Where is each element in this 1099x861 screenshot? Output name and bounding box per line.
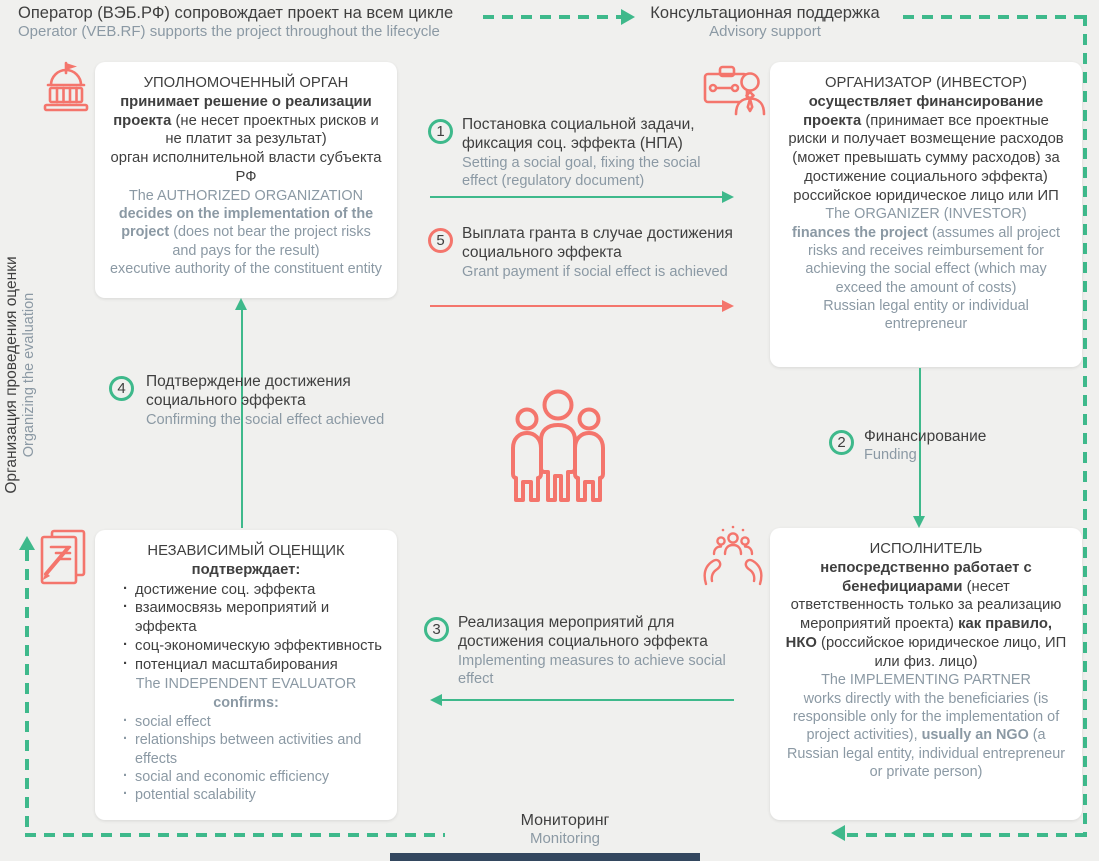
- advisory-header: [640, 4, 890, 40]
- advisory-arrowhead-icon: [621, 9, 635, 25]
- list-item: · достижение соц. эффекта: [121, 581, 383, 600]
- evaluator-en-bold: confirms:: [213, 694, 279, 711]
- operator-title-en: Operator (VEB.RF) supports the project throughout the lifecycle: [18, 23, 440, 40]
- list-item: · соц-экономическую эффективность: [121, 637, 383, 656]
- advisory-title-en: Advisory support: [709, 23, 821, 40]
- beneficiaries-group-icon: [510, 386, 606, 502]
- organizer-en-line2: Russian legal entity or individual entrepreneur: [823, 297, 1029, 333]
- authorized-en-reg: (does not bear the project risks and pays for the result): [172, 224, 371, 259]
- list-item: · потенциал масштабирования: [121, 656, 383, 675]
- right-dashed-line: [1083, 15, 1087, 837]
- operator-header: [18, 4, 468, 40]
- monitoring-arrowhead-icon: [831, 825, 845, 841]
- list-item: · social effect: [121, 713, 383, 731]
- evaluator-ru-bullets: [109, 581, 383, 675]
- list-item: · potential scalability: [121, 786, 383, 804]
- organizer-en-title: The ORGANIZER (INVESTOR): [825, 206, 1027, 223]
- implementer-en-title: The IMPLEMENTING PARTNER: [821, 672, 1031, 689]
- operator-title-ru: Оператор (ВЭБ.РФ) сопровождает проект на всем цикле: [18, 4, 454, 22]
- step2-label: [864, 427, 1064, 465]
- briefcase-person-icon: [702, 62, 768, 116]
- implementer-title: ИСПОЛНИТЕЛЬ: [869, 541, 983, 557]
- evaluator-title: НЕЗАВИСИМЫЙ ОЦЕНЩИК: [147, 543, 345, 559]
- organizer-investor-card: [770, 62, 1082, 367]
- bottom-bar: [390, 853, 700, 861]
- advisory-dashed-line-left: [483, 15, 621, 19]
- step2-en: Funding: [864, 447, 917, 464]
- step4-ru: Подтверждение достижения социального эффекта: [146, 373, 351, 410]
- step3-label: [458, 613, 744, 688]
- step5-number-badge: 5: [428, 228, 453, 253]
- implementer-ru-reg2: (российское юридическое лицо, ИП или физ. лицо): [821, 634, 1067, 670]
- step3-en: Implementing measures to achieve social effect: [458, 652, 726, 687]
- organizer-en-reg: (assumes all project risks and receives reimbursement for achieving the social effect (which may exceed the amount of costs): [805, 224, 1060, 296]
- implementer-card: [770, 528, 1082, 820]
- monitoring-en: Monitoring: [529, 830, 601, 847]
- organizer-en-bold: finances the project: [792, 224, 932, 241]
- step3-ru: Реализация мероприятий для достижения социального эффекта: [458, 614, 708, 651]
- step2-number-badge: 2: [829, 430, 854, 455]
- organizer-ru-line2: российское юридическое лицо или ИП: [793, 187, 1059, 204]
- step1-en: Setting a social goal, fixing the social effect (regulatory document): [462, 154, 701, 189]
- step5-en: Grant payment if social effect is achieved: [462, 263, 728, 280]
- document-pencil-icon: [32, 528, 96, 588]
- step5-ru: Выплата гранта в случае достижения социального эффекта: [462, 225, 733, 262]
- step1-arrowhead-icon: [722, 191, 734, 203]
- authorized-en-title: The AUTHORIZED ORGANIZATION: [128, 187, 363, 204]
- authorized-en-line2: executive authority of the constituent entity: [110, 260, 382, 277]
- organizer-ru-bold: осуществляет финансирование проекта: [803, 93, 1044, 129]
- step2-ru: Финансирование: [864, 428, 987, 445]
- implementer-en-bold: usually an NGO: [921, 727, 1033, 744]
- authorized-organization-card: [95, 62, 397, 298]
- step1-number-badge: 1: [428, 119, 453, 144]
- step4-label: [146, 372, 386, 429]
- bank-icon: [38, 60, 94, 112]
- independent-evaluator-card: [95, 530, 397, 820]
- list-item: · relationships between activities and effects: [121, 731, 383, 768]
- authorized-title: УПОЛНОМОЧЕННЫЙ ОРГАН: [143, 75, 349, 91]
- list-item: · social and economic efficiency: [121, 768, 383, 786]
- monitoring-dashed-line-right: [847, 833, 1087, 837]
- authorized-ru-reg: (не несет проектных рисков и не платит за результат): [165, 112, 379, 148]
- step3-arrow: [442, 699, 734, 701]
- evaluator-en-title: The INDEPENDENT EVALUATOR: [135, 676, 357, 693]
- monitoring-label: [455, 812, 675, 847]
- organizer-ru-reg: (принимает все проектные риски и получает возмещение расходов (может превышать сумму расходов) за достижение социального эффекта): [788, 112, 1064, 185]
- step4-arrowhead-icon: [235, 298, 247, 310]
- left-dashed-line: [25, 550, 29, 837]
- advisory-dashed-line-right: [903, 15, 1087, 19]
- step4-en: Confirming the social effect achieved: [146, 411, 385, 428]
- authorized-en-bold: decides on the implementation of the project: [118, 205, 374, 241]
- hands-people-icon: [700, 524, 766, 586]
- side-label-en: Organizing the evaluation: [21, 292, 37, 458]
- step5-arrow: [430, 305, 722, 307]
- step3-arrowhead-icon: [430, 694, 442, 706]
- monitoring-dashed-line-left: [25, 833, 445, 837]
- implementer-ru-bold2: как правило, НКО: [785, 616, 1052, 651]
- evaluator-ru-bold: подтверждает:: [191, 561, 301, 578]
- implementer-ru-bold1: непосредственно работает с бенефициарами: [820, 559, 1032, 595]
- monitoring-ru: Мониторинг: [520, 812, 610, 829]
- step5-arrowhead-icon: [722, 300, 734, 312]
- organizer-title: ОРГАНИЗАТОР (ИНВЕСТОР): [825, 75, 1027, 91]
- step4-number-badge: 4: [109, 376, 134, 401]
- implementer-en-reg2: (a Russian legal entity, individual entrepreneur or private person): [786, 727, 1066, 780]
- evaluator-en-bullets: [109, 713, 383, 804]
- implementer-ru-reg1: (несет ответственность только за реализацию мероприятий проекта): [790, 578, 1062, 633]
- authorized-ru-bold: принимает решение о реализации проекта: [113, 93, 372, 129]
- authorized-ru-line2: орган исполнительной власти субъекта РФ: [110, 150, 382, 185]
- list-item: · взаимосвязь мероприятий и эффекта: [121, 599, 383, 637]
- step1-ru: Постановка социальной задачи, фиксация соц. эффекта (НПА): [462, 116, 695, 153]
- implementer-en-reg1: works directly with the beneficiaries (is responsible only for the implementation of project activities),: [792, 690, 1060, 744]
- side-label-ru: Организация проведения оценки: [3, 256, 20, 494]
- step2-arrowhead-icon: [913, 516, 925, 528]
- advisory-title-ru: Консультационная поддержка: [650, 4, 880, 22]
- step5-label: [462, 224, 742, 281]
- side-label: [3, 235, 45, 515]
- step1-arrow: [430, 196, 722, 198]
- step1-label: [462, 115, 734, 190]
- step3-number-badge: 3: [424, 617, 449, 642]
